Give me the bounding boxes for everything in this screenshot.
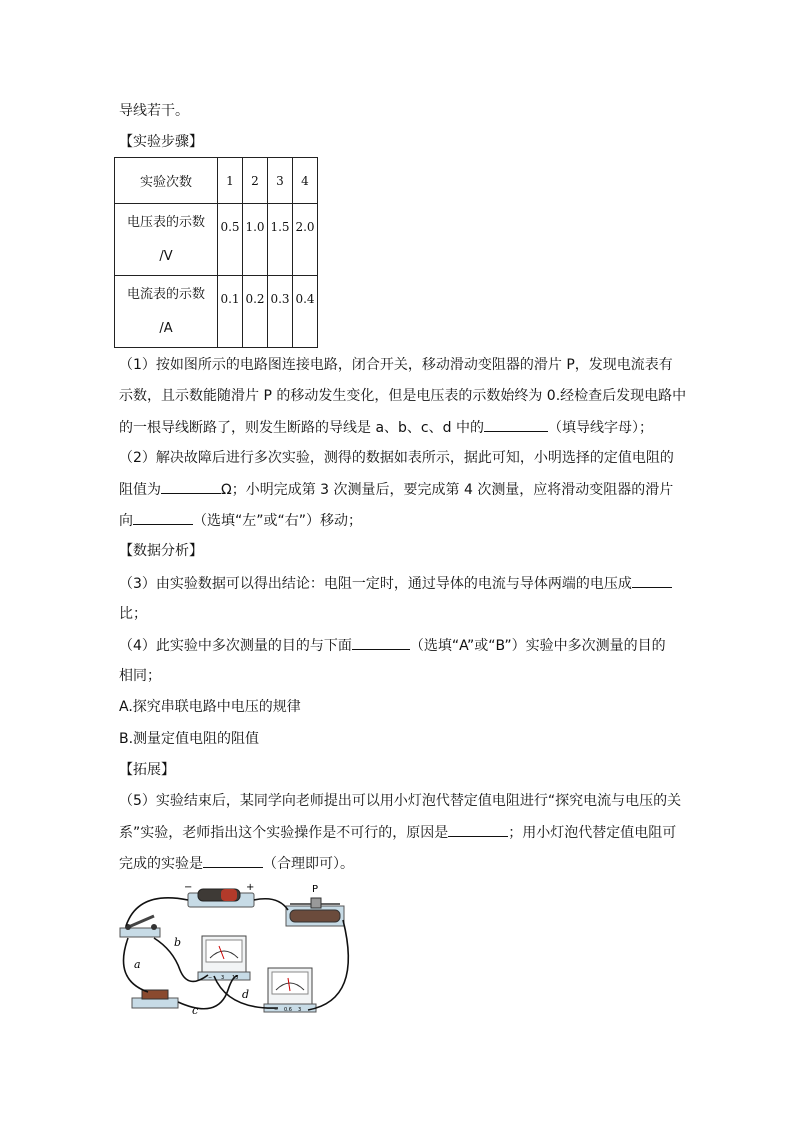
ammeter-3: 3	[298, 1007, 302, 1013]
battery-minus-label: −	[184, 882, 193, 893]
switch	[120, 916, 160, 937]
current-value-1: 0.1	[218, 276, 243, 348]
q4-line1-part2: （选填“A”或“B”）实验中多次测量的目的	[409, 638, 666, 654]
fixed-resistor	[132, 990, 178, 1008]
current-label	[115, 276, 218, 348]
q2-line2-part2: Ω；小明完成第 3 次测量后，要完成第 4 次测量，应将滑动变阻器的滑片	[221, 482, 674, 498]
q1-line3	[119, 417, 653, 438]
q1-line3-part2: （填导线字母）；	[547, 420, 653, 436]
table-col-4: 4	[293, 158, 318, 204]
intro-text: 导线若干。	[119, 103, 189, 119]
q4-answer-blank	[352, 635, 410, 650]
slider-p-label: P	[312, 884, 319, 895]
table-col-1: 1	[218, 158, 243, 204]
rheostat	[286, 884, 344, 926]
q5-line2-part2: ；用小灯泡代替定值电阻可	[508, 825, 677, 841]
q5-experiment-blank	[203, 853, 263, 868]
current-label-line1: 电流表的示数	[126, 286, 205, 302]
voltage-label-line2: /V	[159, 248, 173, 264]
q3-answer-blank	[632, 573, 672, 588]
wire-label-c: c	[192, 1004, 199, 1017]
q2-line3-part2: （选填“左”或“右”）移动；	[193, 513, 363, 529]
ammeter	[264, 968, 316, 1013]
voltmeter	[198, 936, 250, 981]
battery	[184, 882, 254, 907]
q5-line3	[119, 853, 354, 874]
q1-answer-blank	[484, 417, 548, 432]
voltage-value-3: 1.5	[268, 204, 293, 276]
table-header-label: 实验次数	[115, 158, 218, 204]
section-analysis-heading: 【数据分析】	[119, 543, 203, 559]
voltmeter-15: 15	[232, 975, 239, 981]
q5-line2-part1: 系”实验，老师指出这个实验操作是不可行的，原因是	[119, 825, 449, 841]
q4-line1	[119, 635, 666, 656]
q2-line3-part1: 向	[119, 513, 133, 529]
voltage-label	[115, 204, 218, 276]
voltage-label-line1: 电压表的示数	[126, 214, 205, 230]
option-a: A.探究串联电路中电压的规律	[119, 699, 301, 715]
wire-rheostat-ammeter	[308, 920, 348, 1010]
ammeter-minus: −	[274, 1007, 279, 1013]
q3-line1-text: （3）由实验数据可以得出结论：电阻一定时，通过导体的电流与导体两端的电压成	[119, 576, 632, 592]
wire-battery-rheostat	[254, 899, 288, 910]
q3-line2: 比；	[119, 606, 147, 622]
current-value-3: 0.3	[268, 276, 293, 348]
q2-direction-blank	[133, 510, 193, 525]
q5-line3-part2: （合理即可）。	[263, 856, 354, 872]
q4-line1-part1: （4）此实验中多次测量的目的与下面	[119, 638, 352, 654]
ammeter-06: 0.6	[284, 1007, 292, 1013]
current-label-line2: /A	[159, 320, 173, 336]
data-table	[114, 157, 318, 348]
q2-line3	[119, 510, 362, 531]
voltage-value-1: 0.5	[218, 204, 243, 276]
table-col-2: 2	[243, 158, 268, 204]
q1-line1: （1）按如图所示的电路图连接电路，闭合开关，移动滑动变阻器的滑片 P，发现电流表有	[119, 357, 673, 373]
q4-line2: 相同；	[119, 668, 161, 684]
table-row-current	[115, 276, 318, 348]
voltmeter-minus: −	[208, 975, 213, 981]
wire-label-a: a	[134, 958, 141, 971]
q3-line1	[119, 573, 672, 594]
wire-battery-switch	[126, 898, 188, 926]
current-value-2: 0.2	[243, 276, 268, 348]
voltage-value-2: 1.0	[243, 204, 268, 276]
section-steps-heading: 【实验步骤】	[119, 134, 203, 150]
q2-line2-part1: 阻值为	[119, 482, 161, 498]
circuit-diagram	[118, 880, 358, 1025]
q5-line3-part1: 完成的实验是	[119, 856, 203, 872]
current-value-4: 0.4	[293, 276, 318, 348]
table-row-voltage	[115, 204, 318, 276]
table-header-row	[115, 158, 318, 204]
q5-line1: （5）实验结束后，某同学向老师提出可以用小灯泡代替定值电阻进行“探究电流与电压的关	[119, 793, 682, 809]
q2-line2	[119, 479, 673, 500]
q1-line2: 示数，且示数能随滑片 P 的移动发生变化，但是电压表的示数始终为 0.经检查后发现电路中	[119, 388, 687, 404]
option-b: B.测量定值电阻的阻值	[119, 731, 260, 747]
section-extension-heading: 【拓展】	[119, 762, 175, 778]
table-col-3: 3	[268, 158, 293, 204]
voltage-value-4: 2.0	[293, 204, 318, 276]
q2-resistance-blank	[161, 479, 221, 494]
q2-line1: （2）解决故障后进行多次实验，测得的数据如表所示，据此可知，小明选择的定值电阻的	[119, 450, 674, 466]
q5-line2	[119, 822, 676, 843]
wire-label-b: b	[174, 936, 182, 949]
battery-plus-label: +	[246, 882, 255, 893]
wire-label-d: d	[242, 988, 250, 1001]
q5-reason-blank	[448, 822, 508, 837]
q1-line3-part1: 的一根导线断路了，则发生断路的导线是 a、b、c、d 中的	[119, 420, 484, 436]
voltmeter-3: 3	[221, 975, 225, 981]
